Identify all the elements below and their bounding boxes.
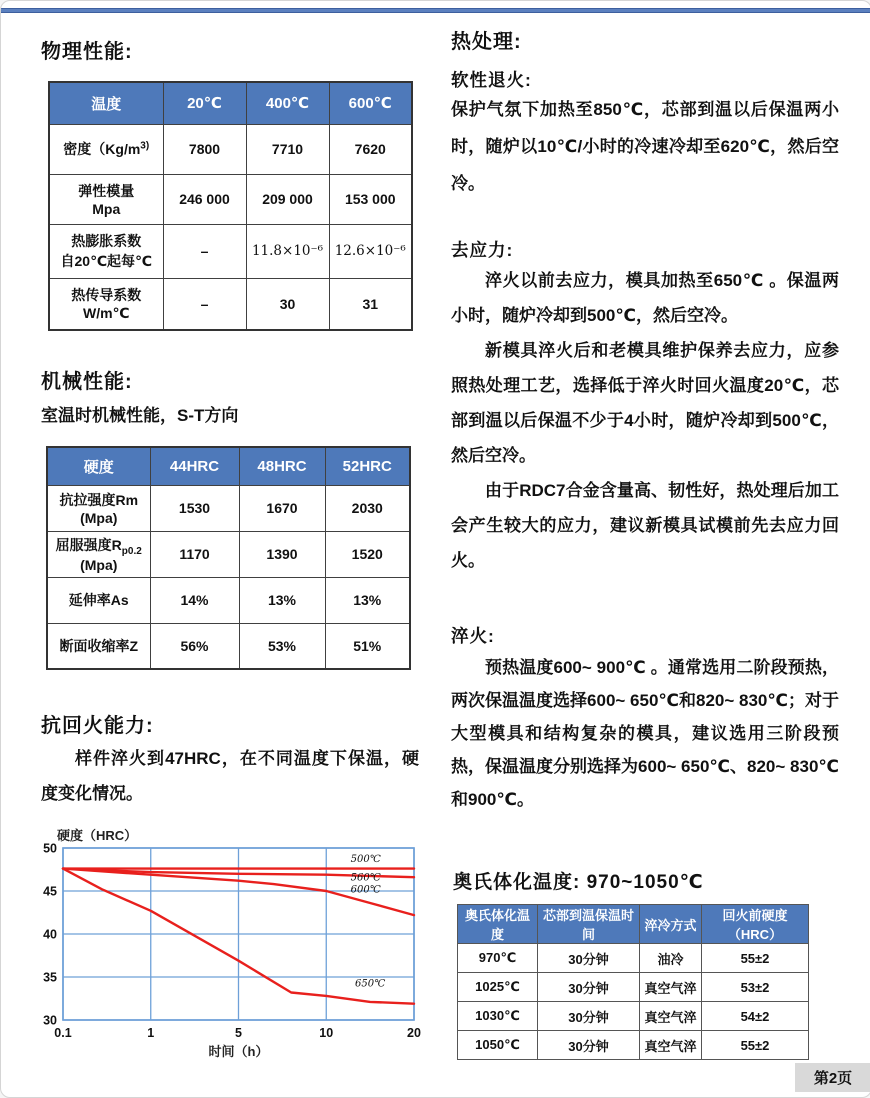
mechanical-properties-heading: 机械性能: bbox=[41, 371, 133, 393]
column-header: 硬度 bbox=[47, 447, 150, 485]
column-header: 400℃ bbox=[246, 82, 329, 124]
row-label: 弹性模量 Mpa bbox=[49, 174, 163, 224]
table-cell: 55±2 bbox=[702, 944, 809, 973]
mechanical-properties-table bbox=[46, 446, 411, 670]
stress-relief-paragraph-2: 新模具淬火后和老模具维护保养去应力，应参照热处理工艺，选择低于淬火时回火温度20℃，芯部到温以后保温不少于4小时，随炉冷却到500℃，然后空冷。 bbox=[451, 341, 839, 465]
austenitize-table bbox=[457, 904, 809, 1060]
table-cell: 53% bbox=[239, 623, 325, 669]
table-row bbox=[458, 944, 809, 973]
table-cell: 7800 bbox=[163, 124, 246, 174]
table-cell: 153 000 bbox=[329, 174, 412, 224]
svg-text:500℃: 500℃ bbox=[350, 853, 381, 865]
mechanical-properties-subtitle: 室温时机械性能，S-T方向 bbox=[41, 406, 239, 425]
table-cell: 油冷 bbox=[640, 944, 702, 973]
column-header: 600℃ bbox=[329, 82, 412, 124]
row-label: 断面收缩率Z bbox=[47, 623, 150, 669]
svg-text:硬度（HRC）: 硬度（HRC） bbox=[57, 828, 138, 843]
row-label: 密度（$Kg/m^{3)}$ bbox=[49, 124, 163, 174]
table-cell: – bbox=[163, 278, 246, 330]
svg-text:5: 5 bbox=[235, 1026, 242, 1040]
svg-text:时间（h）: 时间（h） bbox=[208, 1044, 269, 1059]
table-row bbox=[49, 224, 412, 278]
table-cell: – bbox=[163, 224, 246, 278]
svg-text:45: 45 bbox=[43, 884, 57, 899]
table-cell: 真空气淬 bbox=[640, 973, 702, 1002]
column-header: 温度 bbox=[49, 82, 163, 124]
table-row bbox=[458, 1002, 809, 1031]
table-cell: 1170 bbox=[150, 531, 239, 577]
table-row bbox=[47, 623, 410, 669]
table-cell: 13% bbox=[325, 577, 410, 623]
soft-anneal-paragraph: 保护气氛下加热至850℃，芯部到温以后保温两小时，随炉以10℃/小时的冷速冷却至620℃，然后空冷。 bbox=[451, 100, 839, 193]
row-label: 热传导系数 W/m℃ bbox=[49, 278, 163, 330]
table-cell: 56% bbox=[150, 623, 239, 669]
svg-text:40: 40 bbox=[43, 927, 57, 942]
table-cell: 31 bbox=[329, 278, 412, 330]
table-header-row bbox=[47, 447, 410, 485]
svg-text:1: 1 bbox=[147, 1026, 155, 1040]
column-header: 芯部到温保温时间 bbox=[538, 905, 640, 944]
table-cell: 1050℃ bbox=[458, 1031, 538, 1060]
column-header: 52HRC bbox=[325, 447, 410, 485]
temper-resistance-heading: 抗回火能力: bbox=[41, 715, 154, 737]
table-cell: 54±2 bbox=[702, 1002, 809, 1031]
table-cell: 1520 bbox=[325, 531, 410, 577]
svg-text:600℃: 600℃ bbox=[350, 884, 381, 896]
stress-relief-paragraph-3: 由于RDC7合金含量高、韧性好，热处理后加工会产生较大的应力，建议新模具试模前先去应力回火。 bbox=[451, 481, 839, 570]
table-row bbox=[47, 577, 410, 623]
table-cell: 1390 bbox=[239, 531, 325, 577]
column-header: 20℃ bbox=[163, 82, 246, 124]
heat-treatment-heading: 热处理: bbox=[451, 31, 522, 53]
table-cell: 30分钟 bbox=[538, 1031, 640, 1060]
table-row bbox=[49, 124, 412, 174]
stress-relief-paragraph-1: 淬火以前去应力，模具加热至650℃ 。保温两小时，随炉冷却到500℃，然后空冷。 bbox=[451, 271, 839, 325]
stress-relief-subheading: 去应力: bbox=[451, 240, 514, 260]
column-header: 48HRC bbox=[239, 447, 325, 485]
physical-properties-table bbox=[48, 81, 413, 331]
column-header: 奥氏体化温度 bbox=[458, 905, 538, 944]
column-header: 淬冷方式 bbox=[640, 905, 702, 944]
austenitize-heading: 奥氏体化温度: 970~1050℃ bbox=[453, 872, 704, 893]
svg-text:10: 10 bbox=[319, 1026, 334, 1040]
table-cell: 30分钟 bbox=[538, 944, 640, 973]
row-label: 抗拉强度Rm (Mpa) bbox=[47, 485, 150, 531]
table-cell: 真空气淬 bbox=[640, 1031, 702, 1060]
table-cell: 209 000 bbox=[246, 174, 329, 224]
table-cell: 55±2 bbox=[702, 1031, 809, 1060]
temper-resistance-chart bbox=[39, 827, 439, 1059]
svg-text:560℃: 560℃ bbox=[350, 872, 381, 884]
table-cell: 1030℃ bbox=[458, 1002, 538, 1031]
table-cell: 13% bbox=[239, 577, 325, 623]
table-row bbox=[458, 973, 809, 1002]
table-cell: 30 bbox=[246, 278, 329, 330]
row-label: 热膨胀系数 自20℃起每℃ bbox=[49, 224, 163, 278]
table-cell: 真空气淬 bbox=[640, 1002, 702, 1031]
temper-resistance-text: 样件淬火到47HRC，在不同温度下保温，硬度变化情况。 bbox=[41, 749, 419, 803]
quench-subheading: 淬火: bbox=[451, 626, 495, 646]
table-row bbox=[458, 1031, 809, 1060]
svg-text:650℃: 650℃ bbox=[354, 978, 386, 990]
table-row bbox=[47, 485, 410, 531]
table-cell: 1530 bbox=[150, 485, 239, 531]
table-header-row bbox=[49, 82, 412, 124]
row-label: 延伸率As bbox=[47, 577, 150, 623]
page-number-badge: 第2页 bbox=[795, 1063, 870, 1092]
table-cell: 7620 bbox=[329, 124, 412, 174]
soft-anneal-subheading: 软性退火: bbox=[451, 70, 532, 90]
table-cell: 1025℃ bbox=[458, 973, 538, 1002]
row-label: 屈服强度$R_{p0.2}$ (Mpa) bbox=[47, 531, 150, 577]
table-cell: 30分钟 bbox=[538, 1002, 640, 1031]
column-header: 44HRC bbox=[150, 447, 239, 485]
top-divider-rule bbox=[1, 8, 870, 13]
table-row bbox=[47, 531, 410, 577]
table-cell: 11.8×10⁻⁶ bbox=[246, 224, 329, 278]
table-cell: 12.6×10⁻⁶ bbox=[329, 224, 412, 278]
svg-text:20: 20 bbox=[407, 1026, 421, 1040]
quench-paragraph: 预热温度600~ 900℃ 。通常选用二阶段预热，两次保温温度选择600~ 650℃和820~ 830℃；对于大型模具和结构复杂的模具，建议选用三阶段预热，保温温度分别选择为600~ 650℃、820~ 830℃和900℃。 bbox=[451, 658, 839, 809]
table-row bbox=[49, 278, 412, 330]
table-cell: 246 000 bbox=[163, 174, 246, 224]
table-cell: 1670 bbox=[239, 485, 325, 531]
table-cell: 970℃ bbox=[458, 944, 538, 973]
svg-text:35: 35 bbox=[43, 970, 57, 985]
column-header: 回火前硬度（HRC） bbox=[702, 905, 809, 944]
table-cell: 7710 bbox=[246, 124, 329, 174]
table-header-row bbox=[458, 905, 809, 944]
svg-text:30: 30 bbox=[43, 1013, 57, 1028]
physical-properties-heading: 物理性能: bbox=[41, 41, 133, 63]
svg-text:0.1: 0.1 bbox=[54, 1026, 72, 1040]
table-cell: 14% bbox=[150, 577, 239, 623]
table-cell: 30分钟 bbox=[538, 973, 640, 1002]
table-cell: 51% bbox=[325, 623, 410, 669]
table-cell: 53±2 bbox=[702, 973, 809, 1002]
table-row bbox=[49, 174, 412, 224]
svg-text:50: 50 bbox=[43, 841, 57, 856]
table-cell: 2030 bbox=[325, 485, 410, 531]
